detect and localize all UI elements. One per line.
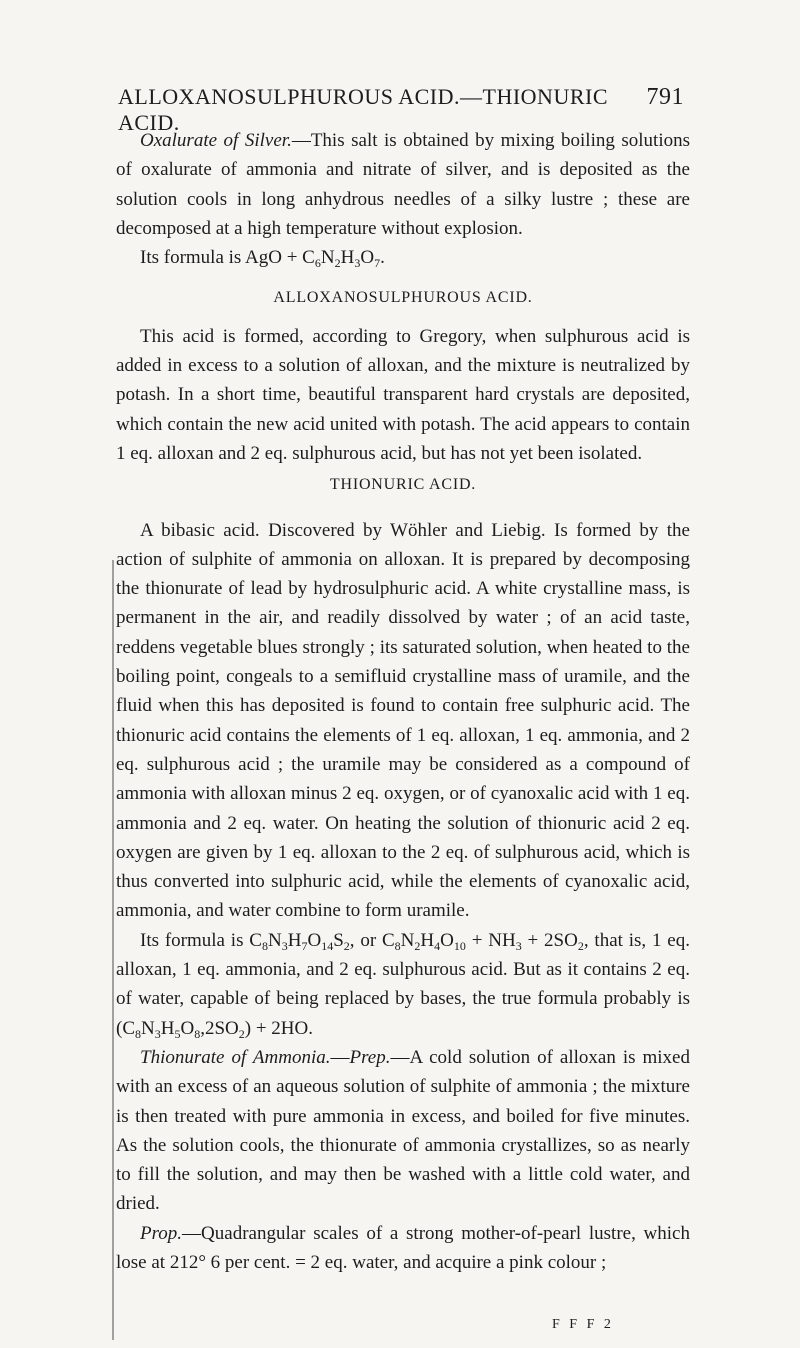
thionuric-paragraph: A bibasic acid. Discovered by Wöhler and Liebig. Is formed by the action of sulphite of ammonia on alloxan. It is prepared by decomposing the thionurate of lead by hydrosulphuric acid. A white crystalline mass, is permanent in the air, and readily dissolved by water ; of an acid taste, reddens vegetable blues strongly ; its saturated solution, when heated to the boiling point, congeals to a semifluid crystalline mass of uramile, and the fluid when this has deposited is found to contain free sulphuric acid. The thionuric acid contains the elements of 1 eq. alloxan, 1 eq. ammonia, and 2 eq. sulphurous acid ; the uramile may be considered as a compound of ammonia with alloxan minus 2 eq. oxygen, or of cyanoxalic acid with 1 eq. ammonia and 2 eq. water. On heating the solution of thionuric acid 2 eq. oxygen are given by 1 eq. alloxan to the 2 eq. of sulphurous acid, which is thus converted into sulphuric acid, while the elements of cyanoxalic acid, ammonia, and water combine to form uramile. [116, 519, 690, 922]
page-number: 791 [646, 84, 684, 110]
running-title: ALLOXANOSULPHUROUS ACID.—THIONURIC ACID. [118, 84, 609, 135]
oxalurate-text: —This salt is obtained by mixing boiling solutions of oxalurate of ammonia and nitrate of silver, and is deposited as the solution cools in long anhydrous needles of a silky lustre ; these are decomposed at a high temperature without explosion. [116, 130, 691, 239]
thionurate-prep-paragraph: Thionurate of Ammonia.—Prep.—A cold solution of alloxan is mixed with an excess of an aqueous solution of sulphite of ammonia ; the mixture is then treated with pure ammonia in excess, and boiled for five minutes. As the solution cools, the thionurate of ammonia crystallizes, so as nearly to fill the solution, and may then be washed with a little cold water, and dried. [116, 1046, 690, 1215]
thionurate-lead: Thionurate of Ammonia. [140, 1046, 331, 1068]
prop-lead: Prop. [140, 1222, 183, 1244]
page-body [116, 126, 690, 1277]
oxalurate-formula: Its formula is AgO + $C_6N_2H_3O_7$. [140, 247, 385, 271]
heading-thionuric: THIONURIC ACID. [329, 476, 477, 494]
prep-lead: Prep. [349, 1046, 391, 1068]
thionurate-prop-paragraph: Prop.—Quadrangular scales of a strong mother-of-pearl lustre, which lose at 212° 6 per cent. = 2 eq. water, and acquire a pink colour ; [116, 1222, 690, 1273]
binding-shadow [112, 560, 114, 1340]
oxalurate-lead: Oxalurate of Silver. [140, 130, 292, 151]
alloxanosulphurous-paragraph: This acid is formed, according to Gregory, when sulphurous acid is added in excess to a solution of alloxan, and the mixture is neutralized by potash. In a short time, beautiful transparent hard crystals are deposited, which contain the new acid united with potash. The acid appears to contain 1 eq. alloxan and 2 eq. sulphurous acid, but has not yet been isolated. [116, 325, 690, 464]
heading-alloxanosulphurous: ALLOXANOSULPHUROUS ACID. [273, 289, 533, 307]
thionuric-formula-paragraph: Its formula is $C_8N_3H_7O_{14}S_2$, or $C_8N_2H_4O_{10} + NH_3 + 2SO_2$, that is, 1 eq. alloxan, 1 eq. ammonia, and 2 eq. sulphurous acid. But as it contains 2 eq. of water, capable of being replaced by bases, the true formula probably is $(C_8N_3H_5O_8,2SO_2) + 2HO$. [116, 929, 690, 1041]
signature-mark: F F F 2 [552, 1317, 614, 1332]
oxalurate-paragraph [116, 126, 690, 243]
